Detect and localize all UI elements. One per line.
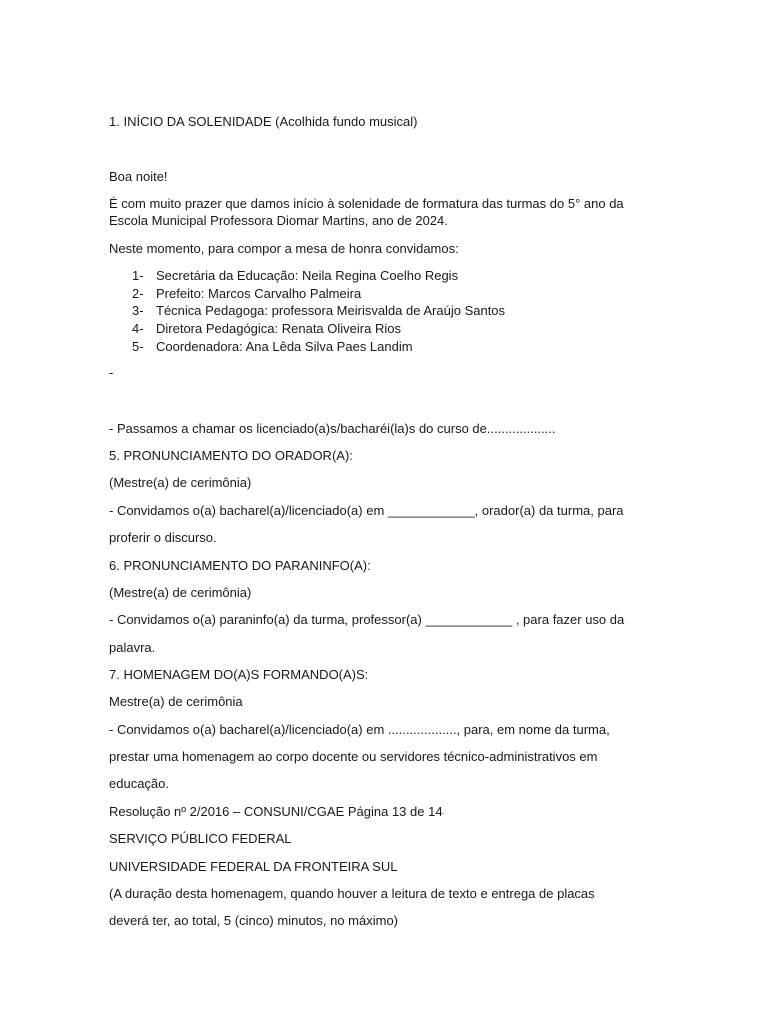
list-item xyxy=(0,321,768,337)
servico-publico-text: SERVIÇO PÚBLICO FEDERAL xyxy=(109,831,292,846)
duracao-note-line-2: deverá ter, ao total, 5 (cinco) minutos, no máximo) xyxy=(109,913,399,928)
orador-paragraph-line-1: - Convidamos o(a) bacharel(a)/licenciado(a) em ____________, orador(a) da turma, para xyxy=(109,503,624,518)
list-item-text: Diretora Pedagógica: Renata Oliveira Rios xyxy=(156,321,401,336)
list-item-number: 1- xyxy=(132,268,144,283)
universidade-text: UNIVERSIDADE FEDERAL DA FRONTEIRA SUL xyxy=(109,859,398,874)
list-item xyxy=(0,303,768,319)
section-heading-paraninfo: 6. PRONUNCIAMENTO DO PARANINFO(A): xyxy=(109,558,371,573)
greeting-text: Boa noite! xyxy=(109,169,168,184)
list-item-number: 3- xyxy=(132,303,144,318)
mestre-cerimonia-note: Mestre(a) de cerimônia xyxy=(109,694,243,709)
paraninfo-paragraph-line-1: - Convidamos o(a) paraninfo(a) da turma, professor(a) ____________ , para fazer uso da xyxy=(109,612,625,627)
list-item-text: Coordenadora: Ana Lêda Silva Paes Landim xyxy=(156,339,413,354)
list-item-text: Técnica Pedagoga: professora Meirisvalda de Araújo Santos xyxy=(156,303,506,318)
dash-line: - xyxy=(109,365,114,380)
orador-paragraph-line-2: proferir o discurso. xyxy=(109,530,217,545)
list-item-text: Secretária da Educação: Neila Regina Coelho Regis xyxy=(156,268,459,283)
list-item-number: 2- xyxy=(132,286,144,301)
list-item xyxy=(0,286,768,302)
intro-paragraph-line-2: Escola Municipal Professora Diomar Martins, ano de 2024. xyxy=(109,213,448,228)
section-heading-inicio: 1. INÍCIO DA SOLENIDADE (Acolhida fundo musical) xyxy=(109,114,418,129)
chamada-text: - Passamos a chamar os licenciado(a)s/bacharéi(la)s do curso de................... xyxy=(109,421,556,436)
mesa-intro-text: Neste momento, para compor a mesa de honra convidamos: xyxy=(109,241,459,256)
list-item xyxy=(0,268,768,284)
intro-paragraph-line-1: É com muito prazer que damos início à solenidade de formatura das turmas do 5° ano da xyxy=(109,196,624,211)
list-item xyxy=(0,339,768,355)
list-item-text: Prefeito: Marcos Carvalho Palmeira xyxy=(156,286,362,301)
mestre-cerimonia-note: (Mestre(a) de cerimônia) xyxy=(109,475,252,490)
section-heading-homenagem: 7. HOMENAGEM DO(A)S FORMANDO(A)S: xyxy=(109,667,369,682)
homenagem-paragraph-line-1: - Convidamos o(a) bacharel(a)/licenciado(a) em ..................., para, em nome da turma, xyxy=(109,722,610,737)
mestre-cerimonia-note: (Mestre(a) de cerimônia) xyxy=(109,585,252,600)
homenagem-paragraph-line-2: prestar uma homenagem ao corpo docente ou servidores técnico-administrativos em xyxy=(109,749,598,764)
resolucao-footer-text: Resolução nº 2/2016 – CONSUNI/CGAE Página 13 de 14 xyxy=(109,804,443,819)
homenagem-paragraph-line-3: educação. xyxy=(109,776,169,791)
section-heading-orador: 5. PRONUNCIAMENTO DO ORADOR(A): xyxy=(109,448,353,463)
list-item-number: 5- xyxy=(132,339,144,354)
list-item-number: 4- xyxy=(132,321,144,336)
paraninfo-paragraph-line-2: palavra. xyxy=(109,640,156,655)
duracao-note-line-1: (A duração desta homenagem, quando houver a leitura de texto e entrega de placas xyxy=(109,886,595,901)
